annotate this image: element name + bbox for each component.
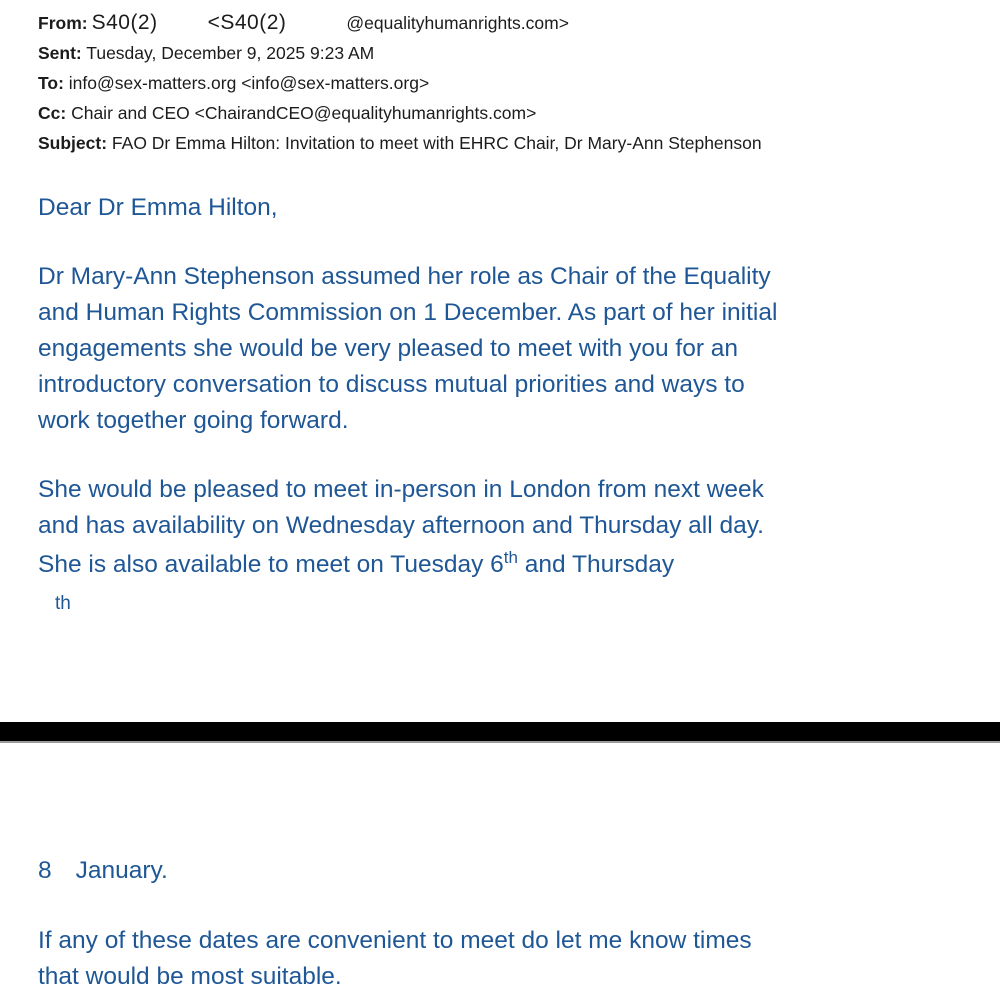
paragraph-1-line: introductory conversation to discuss mutual priorities and ways to	[38, 371, 745, 398]
header-subject-row	[38, 128, 1000, 158]
email-body	[0, 190, 1000, 622]
orphan-ordinal-superscript: th	[55, 593, 71, 614]
paragraph-2-line	[38, 544, 1000, 583]
continuation-line	[38, 853, 168, 889]
paragraph-1-line: work together going forward.	[38, 407, 349, 434]
subject-value: FAO Dr Emma Hilton: Invitation to meet with EHRC Chair, Dr Mary-Ann Stephenson	[111, 133, 762, 153]
paragraph-2	[38, 472, 1000, 583]
header-sent-row	[38, 38, 1000, 68]
paragraph-2-last-prefix: She is also available to meet on Tuesday 6	[38, 551, 504, 578]
closing-line: that would be most suitable.	[38, 963, 342, 990]
from-redacted-address: <S40(2)	[207, 11, 287, 34]
paragraph-2-line: and has availability on Wednesday afternoon and Thursday all day.	[38, 512, 764, 539]
subject-label: Subject:	[38, 133, 108, 153]
cc-label: Cc:	[38, 103, 67, 123]
header-cc-row	[38, 98, 1000, 128]
to-value: info@sex-matters.org <info@sex-matters.org>	[68, 73, 430, 93]
cc-value: Chair and CEO <ChairandCEO@equalityhumanrights.com>	[71, 103, 537, 123]
sent-value: Tuesday, December 9, 2025 9:23 AM	[86, 43, 375, 63]
paragraph-2-last-suffix: and Thursday	[517, 551, 675, 578]
to-label: To:	[38, 73, 64, 93]
sent-label: Sent:	[38, 43, 82, 63]
salutation: Dear Dr Emma Hilton,	[38, 194, 278, 221]
paragraph-1	[38, 259, 1000, 439]
paragraph-1-line: Dr Mary-Ann Stephenson assumed her role as Chair of the Equality	[38, 263, 771, 290]
continuation-day: 8	[38, 857, 52, 884]
ordinal-superscript: th	[503, 547, 518, 567]
header-from-row	[38, 8, 1000, 38]
closing-line: If any of these dates are convenient to meet do let me know times	[38, 927, 752, 954]
header-to-row	[38, 68, 1000, 98]
email-header	[0, 0, 1000, 158]
continuation-month: January.	[75, 857, 168, 884]
paragraph-1-line: engagements she would be very pleased to meet with you for an	[38, 335, 739, 362]
closing-paragraph	[38, 923, 752, 995]
redaction-bar	[0, 722, 1000, 743]
from-address-domain: @equalityhumanrights.com>	[346, 13, 569, 33]
paragraph-1-line: and Human Rights Commission on 1 December. As part of her initial	[38, 299, 778, 326]
from-label: From:	[38, 13, 88, 33]
paragraph-2-line: She would be pleased to meet in-person in London from next week	[38, 476, 764, 503]
from-redacted-name: S40(2)	[91, 11, 158, 34]
